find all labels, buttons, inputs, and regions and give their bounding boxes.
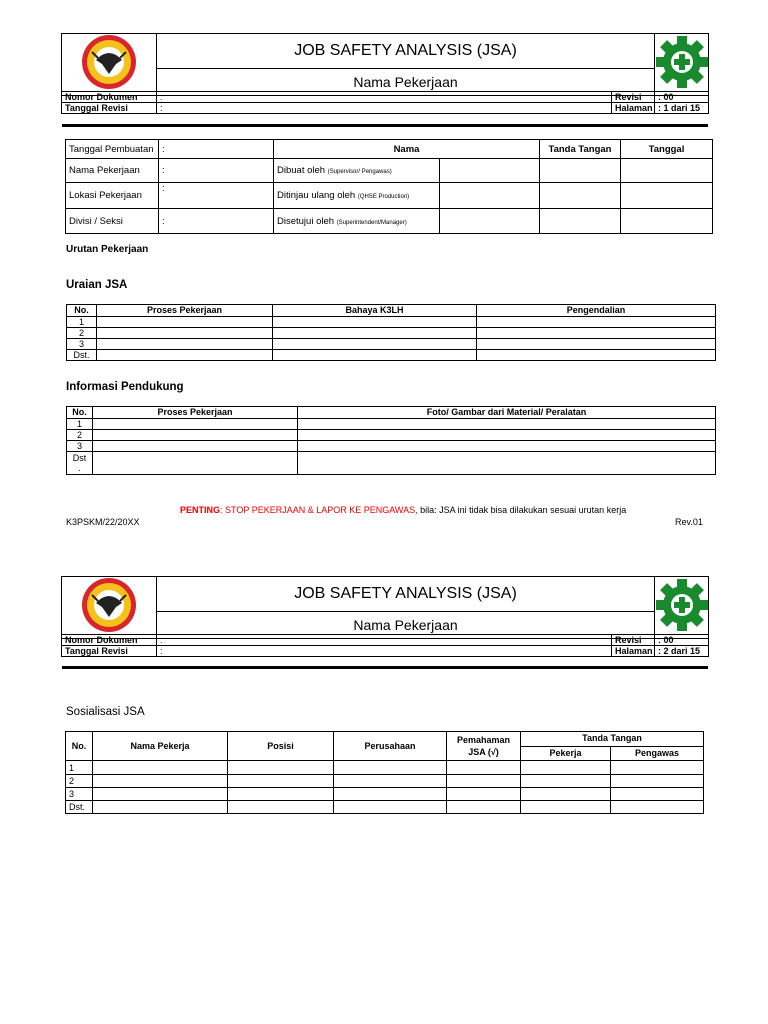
table-row: 2 xyxy=(67,430,716,441)
uraian-jsa-heading: Uraian JSA xyxy=(66,279,128,291)
table-row: 1 xyxy=(66,761,704,775)
informasi-pendukung-heading: Informasi Pendukung xyxy=(66,381,184,393)
pendukung-col-proses: Proses Pekerjaan xyxy=(93,407,298,419)
col-nama: Nama xyxy=(274,140,540,159)
safety-gear-icon xyxy=(655,35,709,89)
tanggal-revisi-value: : xyxy=(157,646,612,657)
halaman-label: Halaman xyxy=(612,646,655,657)
info-table xyxy=(65,139,713,234)
header-rule xyxy=(62,666,708,669)
table-row: Dst . xyxy=(67,452,716,475)
halaman-value: : 2 dari 15 xyxy=(655,646,709,657)
uraian-col-no: No. xyxy=(67,305,97,317)
document-header-page1 xyxy=(61,33,709,96)
document-meta-page2 xyxy=(61,634,709,657)
uraian-table xyxy=(66,304,716,361)
disetujui-nama-field[interactable] xyxy=(440,209,540,234)
sos-col-nama: Nama Pekerja xyxy=(93,732,228,761)
disetujui-tanda-field[interactable] xyxy=(540,209,621,234)
sos-col-pemahaman: Pemahaman JSA (√) xyxy=(447,732,521,761)
logo-cell xyxy=(62,577,157,639)
sos-col-posisi: Posisi xyxy=(228,732,334,761)
ditinjau-tanda-field[interactable] xyxy=(540,183,621,209)
revisi-label: Revisi xyxy=(612,92,655,103)
nama-pekerjaan-value: : xyxy=(159,159,274,183)
table-row: Dst. xyxy=(66,801,704,814)
ditinjau-oleh-sub: (QHSE Production) xyxy=(357,194,410,200)
pendukung-col-foto: Foto/ Gambar dari Material/ Peralatan xyxy=(298,407,716,419)
divisi-value: : xyxy=(159,209,274,234)
dibuat-tanda-field[interactable] xyxy=(540,159,621,183)
safety-gear-icon xyxy=(655,578,709,632)
gear-cell xyxy=(655,577,709,639)
nomor-dokumen-value: : xyxy=(157,635,612,646)
dibuat-oleh-cell xyxy=(274,159,440,183)
table-row: 3 xyxy=(66,788,704,801)
sosialisasi-table xyxy=(65,731,704,814)
dibuat-nama-field[interactable] xyxy=(440,159,540,183)
halaman-label: Halaman xyxy=(612,103,655,114)
university-logo-icon xyxy=(80,34,138,90)
logo-cell xyxy=(62,34,157,96)
sos-col-no: No. xyxy=(66,732,93,761)
document-code: K3PSKM/22/20XX xyxy=(66,517,140,527)
tanggal-pembuatan-value: : xyxy=(159,140,274,159)
table-row: Dst. xyxy=(67,350,716,361)
lokasi-pekerjaan-label: Lokasi Pekerjaan xyxy=(66,183,159,209)
job-name-title: Nama Pekerjaan xyxy=(157,69,655,96)
penting-stop: : STOP PEKERJAAN & LAPOR KE PENGAWAS, xyxy=(220,505,418,515)
ditinjau-nama-field[interactable] xyxy=(440,183,540,209)
pendukung-col-no: No. xyxy=(67,407,93,419)
table-row: 3 xyxy=(67,339,716,350)
dibuat-oleh-label: Dibuat oleh xyxy=(277,165,326,176)
job-name-title: Nama Pekerjaan xyxy=(157,612,655,639)
sos-col-pekerja: Pekerja xyxy=(521,746,611,761)
nomor-dokumen-label: Nomor Dokumen xyxy=(62,92,157,103)
dibuat-tanggal-field[interactable] xyxy=(621,159,713,183)
divisi-label: Divisi / Seksi xyxy=(66,209,159,234)
revisi-value: : 00 xyxy=(655,92,709,103)
table-row: 2 xyxy=(66,775,704,788)
table-row: 2 xyxy=(67,328,716,339)
uraian-col-pengendalian: Pengendalian xyxy=(477,305,716,317)
lokasi-pekerjaan-value: : xyxy=(159,183,274,209)
disetujui-oleh-sub: (Superintendent/Manager) xyxy=(336,219,407,226)
penting-label: PENTING xyxy=(180,505,221,515)
table-row: 1 xyxy=(67,317,716,328)
sos-col-tanda-tangan: Tanda Tangan xyxy=(521,732,704,747)
dibuat-oleh-sub: (Supervisor/ Pengawas) xyxy=(327,169,392,175)
nomor-dokumen-label: Nomor Dokumen xyxy=(62,635,157,646)
nama-pekerjaan-label: Nama Pekerjaan xyxy=(66,159,159,183)
document-meta-page1 xyxy=(61,91,709,114)
tanggal-revisi-label: Tanggal Revisi xyxy=(62,646,157,657)
uraian-col-proses: Proses Pekerjaan xyxy=(97,305,273,317)
sos-col-pengawas: Pengawas xyxy=(611,746,704,761)
tanggal-revisi-label: Tanggal Revisi xyxy=(62,103,157,114)
ditinjau-oleh-cell xyxy=(274,183,440,209)
revision-code: Rev.01 xyxy=(675,517,703,527)
revisi-value: : 00 xyxy=(655,635,709,646)
gear-cell xyxy=(655,34,709,96)
table-row: 1 xyxy=(67,419,716,430)
col-tanggal: Tanggal xyxy=(621,140,713,159)
sosialisasi-jsa-heading: Sosialisasi JSA xyxy=(66,706,145,718)
urutan-pekerjaan-label: Urutan Pekerjaan xyxy=(66,244,149,255)
ditinjau-tanggal-field[interactable] xyxy=(621,183,713,209)
disetujui-tanggal-field[interactable] xyxy=(621,209,713,234)
uraian-col-bahaya: Bahaya K3LH xyxy=(273,305,477,317)
halaman-value: : 1 dari 15 xyxy=(655,103,709,114)
disetujui-oleh-label: Disetujui oleh xyxy=(277,215,335,227)
penting-notice xyxy=(180,505,626,515)
tanggal-revisi-value: : xyxy=(157,103,612,114)
table-row: 3 xyxy=(67,441,716,452)
document-header-page2 xyxy=(61,576,709,639)
sos-col-perusahaan: Perusahaan xyxy=(334,732,447,761)
penting-rest: bila: JSA ini tidak bisa dilakukan sesuai urutan kerja xyxy=(417,505,627,515)
disetujui-oleh-cell xyxy=(274,209,440,234)
ditinjau-oleh-label: Ditinjau ulang oleh xyxy=(277,190,356,201)
nomor-dokumen-value: : xyxy=(157,92,612,103)
document-title: JOB SAFETY ANALYSIS (JSA) xyxy=(157,577,655,612)
tanggal-pembuatan-label: Tanggal Pembuatan xyxy=(66,140,159,159)
header-rule xyxy=(62,124,708,127)
university-logo-icon xyxy=(80,577,138,633)
pendukung-table xyxy=(66,406,716,475)
col-tanda-tangan: Tanda Tangan xyxy=(540,140,621,159)
revisi-label: Revisi xyxy=(612,635,655,646)
document-title: JOB SAFETY ANALYSIS (JSA) xyxy=(157,34,655,69)
